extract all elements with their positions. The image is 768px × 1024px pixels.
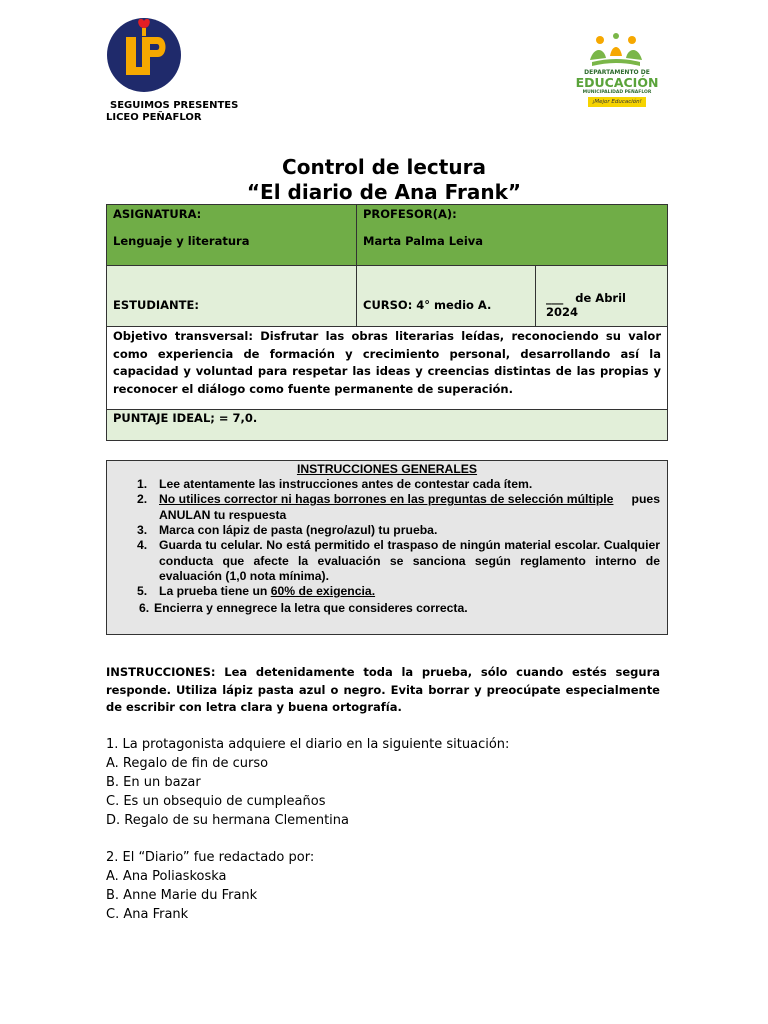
answer-option[interactable]: C. Ana Frank — [106, 907, 189, 922]
liceo-logo — [106, 15, 182, 93]
profesor-label: PROFESOR(A): — [363, 207, 457, 221]
answer-option[interactable]: A. Regalo de fin de curso — [106, 756, 269, 771]
general-instructions-text: INSTRUCCIONES: Lea detenidamente toda la prueba, sólo cuando estés segura responde. Utiliza lápiz pasta azul o negro. Evita borrar y preocúpate especialmente de escribir con letra clara y buena ortografía. — [106, 665, 660, 714]
instruction-item: 2. No utilices corrector ni hagas borrones en las preguntas de selección múltiple pues ANULAN tu respuesta — [137, 492, 660, 522]
profesor-value: Marta Palma Leiva — [363, 234, 484, 248]
fecha-label: de Abril 2024 — [546, 291, 626, 319]
document-subtitle: “El diario de Ana Frank” — [246, 180, 522, 204]
answer-option[interactable]: C. Es un obsequio de cumpleaños — [106, 794, 326, 809]
puntaje-ideal: PUNTAJE IDEAL; = 7,0. — [113, 411, 258, 425]
estudiante-label: ESTUDIANTE: — [113, 298, 199, 312]
document-title: Control de lectura — [282, 155, 486, 179]
question-stem: 1. La protagonista adquiere el diario en la siguiente situación: — [106, 737, 510, 752]
education-department-logo: DEPARTAMENTO DE EDUCACIÓN MUNICIPALIDAD PEÑAFLOR ¡Mejor Educación! — [570, 30, 664, 112]
instruction-item: 4. Guarda tu celular. No está permitido el traspaso de ningún material escolar. Cualquier conducta que afecte la evaluación se sanciona según reglamento interno de evaluación (1,0 nota mínima). — [137, 538, 660, 583]
asignatura-value: Lenguaje y literatura — [113, 234, 250, 248]
answer-option[interactable]: A. Ana Poliaskoska — [106, 869, 227, 884]
objetivo-transversal: Objetivo transversal: Disfrutar las obras literarias leídas, reconociendo su valor como experiencia de formación y crecimiento personal, desarrollando así la capacidad y voluntad para respetar las ideas y creencias distintas de las propias y reconocer el diálogo como fuente permanente de superación. — [113, 329, 661, 396]
question-stem: 2. El “Diario” fue redactado por: — [106, 850, 315, 865]
answer-option[interactable]: D. Regalo de su hermana Clementina — [106, 813, 349, 828]
info-table — [106, 204, 668, 441]
curso-label: CURSO: 4° medio A. — [363, 298, 492, 312]
asignatura-label: ASIGNATURA: — [113, 207, 202, 221]
school-name: LICEO PEÑAFLOR — [106, 112, 202, 123]
answer-option[interactable]: B. Anne Marie du Frank — [106, 888, 258, 903]
fecha-blank: ___ — [546, 291, 564, 305]
instructions-title: INSTRUCCIONES GENERALES — [296, 462, 478, 476]
general-instructions-box: INSTRUCCIONES GENERALES 1. Lee atentamente las instrucciones antes de contestar cada ítem. 2. No utilices corrector ni hagas borrones en las preguntas de selección múltiple pues ANULAN tu respuesta 3. Marca con lápiz de pasta (negro/azul) tu prueba. 4. Guarda tu celular. No está permitido el traspaso de ningún material escolar. Cualquier conducta que afecte la evaluación se sanciona según reglamento interno de evaluación (1,0 nota mínima). 5. La prueba tiene un 60% de exigencia. 6. Encierra y ennegrece la letra que consideres correcta. — [106, 460, 668, 635]
school-slogan: SEGUIMOS PRESENTES — [110, 100, 239, 111]
answer-option[interactable]: B. En un bazar — [106, 775, 201, 790]
